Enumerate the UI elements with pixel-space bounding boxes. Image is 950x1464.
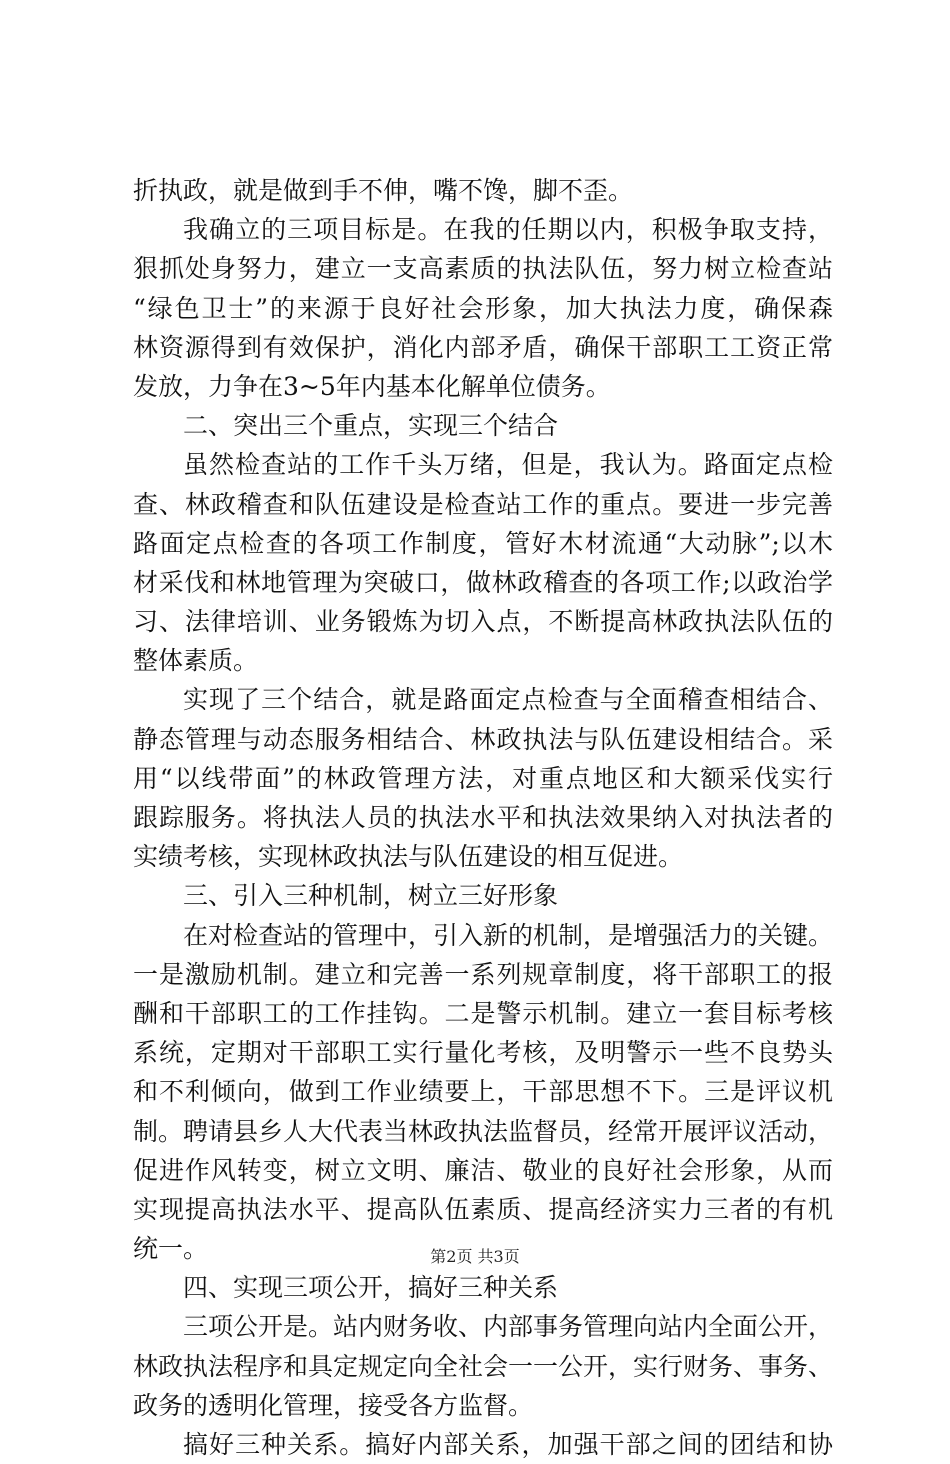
text-line: 路面定点检查的各项工作制度，管好木材流通“大动脉”;以木 [133,528,833,558]
page-footer: 第2页 共3页 [430,1247,520,1266]
text-line: 林政执法程序和具定规定向全社会一一公开，实行财务、事务、 [133,1351,834,1381]
text-line: 狠抓处身努力，建立一支高素质的执法队伍，努力树立检查站 [133,254,833,284]
text-line: “绿色卫士”的来源于良好社会形象，加大执法力度，确保森 [133,293,833,323]
text-line: 实现了三个结合，就是路面定点检查与全面稽查相结合、 [183,685,833,715]
section-heading: 四、实现三项公开，搞好三种关系 [183,1273,559,1303]
text-line: 我确立的三项目标是。在我的任期以内，积极争取支持， [183,215,833,245]
text-line: 在对检查站的管理中，引入新的机制，是增强活力的关键。 [183,920,834,950]
text-line: 材采伐和林地管理为突破口，做林政稽查的各项工作;以政治学 [133,567,833,597]
text-line: 用“以线带面”的林政管理方法，对重点地区和大额采伐实行 [133,763,833,793]
text-line: 习、法律培训、业务锻炼为切入点，不断提高林政执法队伍的 [133,607,833,637]
text-line: 静态管理与动态服务相结合、林政执法与队伍建设相结合。采 [133,724,833,754]
document-body [133,171,833,1464]
text-line: 一是激励机制。建立和完善一系列规章制度，将干部职工的报 [133,959,833,989]
text-line: 促进作风转变，树立文明、廉洁、敬业的良好社会形象，从而 [133,1155,833,1185]
text-line: 跟踪服务。将执法人员的执法水平和执法效果纳入对执法者的 [133,803,833,832]
text-line: 查、林政稽查和队伍建设是检查站工作的重点。要进一步完善 [133,489,833,519]
text-line: 实现提高执法水平、提高队伍素质、提高经济实力三者的有机 [133,1194,833,1224]
text-line: 虽然检查站的工作千头万绪，但是，我认为。路面定点检 [183,450,833,480]
text-line: 三项公开是。站内财务收、内部事务管理向站内全面公开， [183,1312,834,1342]
text-line: 统一。 [133,1234,209,1264]
text-line: 整体素质。 [133,646,259,676]
section-heading: 三、引入三种机制，树立三好形象 [183,881,559,911]
text-line: 折执政，就是做到手不伸，嘴不馋，脚不歪。 [133,176,634,205]
text-line: 搞好三种关系。搞好内部关系，加强干部之间的团结和协 [183,1430,833,1459]
text-line: 酬和干部职工的工作挂钩。二是警示机制。建立一套目标考核 [133,998,833,1028]
text-line: 制。聘请县乡人大代表当林政执法监督员，经常开展评议活动， [133,1116,834,1146]
text-line: 林资源得到有效保护，消化内部矛盾，确保干部职工工资正常 [133,332,833,362]
text-line: 发放，力争在3~5年内基本化解单位债务。 [133,371,611,401]
text-line: 和不利倾向，做到工作业绩要上，干部思想不下。三是评议机 [133,1077,833,1107]
text-line: 实绩考核，实现林政执法与队伍建设的相互促进。 [133,842,684,872]
section-heading: 二、突出三个重点，实现三个结合 [183,411,559,441]
text-line: 政务的透明化管理，接受各方监督。 [133,1390,534,1420]
text-line: 系统，定期对干部职工实行量化考核，及明警示一些不良势头 [133,1038,833,1068]
